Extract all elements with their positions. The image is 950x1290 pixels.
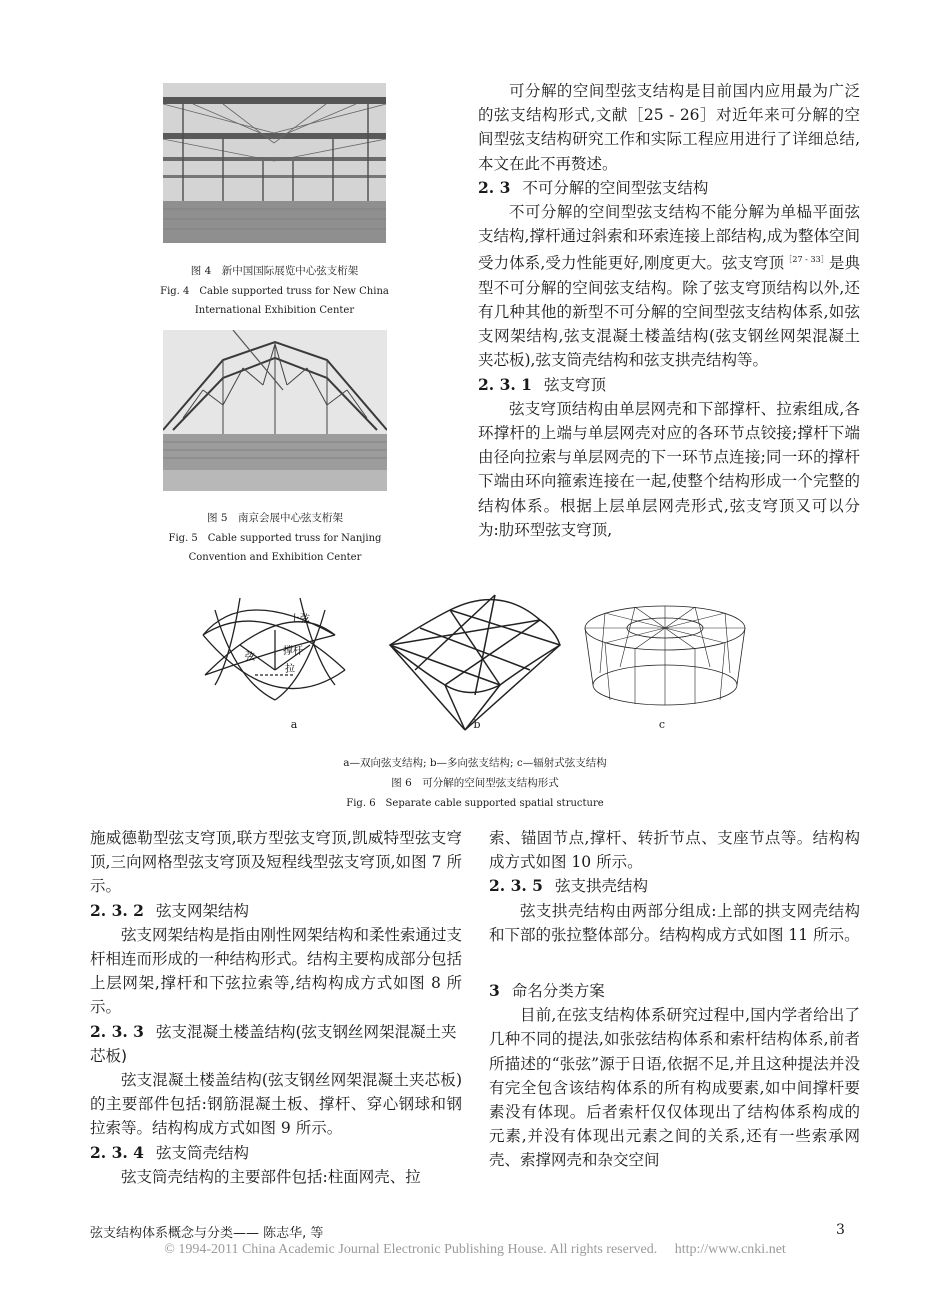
section-number: 2. 3. 3 [90,1021,144,1041]
section-title: 命名分类方案 [511,982,605,1001]
paragraph: 施威德勒型弦支穹顶,联方型弦支穹顶,凯威特型弦支穹顶,三向网格型弦支穹顶及短程线型弦支穹顶,如图 7 所示。 [90,829,462,896]
section-number: 2. 3 [478,177,511,197]
section-heading-2-3-2 [90,899,462,923]
paragraph: 弦支网架结构是指由刚性网架结构和柔性索通过支杆相连而形成的一种结构形式。结构主要构成部分包括上层网架,撑杆和下弦拉索等,结构构成方式如图 8 所示。 [90,925,463,1017]
fig6a-label-string: 弦 [245,652,255,663]
paragraph: 索、锚固节点,撑杆、转折节点、支座节点等。结构构成方式如图 10 所示。 [489,829,860,872]
fig6-legend: a—双向弦支结构; b—多向弦支结构; c—辐射式弦支结构 [343,757,607,769]
fig6-label-c: c [658,718,666,731]
fig6c-radial-sketch [585,606,745,705]
section-title: 弦支拱壳结构 [554,877,648,896]
section-number: 2. 3. 5 [489,876,543,896]
section-number: 2. 3. 2 [90,900,144,920]
fig6a-label-strut: 撑杆 [283,646,303,657]
fig6-caption-cn: 图 6 可分解的空间型弦支结构形式 [391,777,559,789]
section-title: 弦支网架结构 [155,901,249,920]
text-run: 是典型不可分解的空间弦支结构。除了弦支穹顶结构以外,还有几种其他的新型不可分解的空间型弦支结构体系,如弦支网架结构,弦支混凝土楼盖结构(弦支钢丝网架混凝土夹芯板),弦支筒壳结构和弦支拱壳结构等。 [478,254,860,370]
section-heading-2-3-3 [90,1020,462,1068]
fig4-caption-en-1: Fig. 4 Cable supported truss for New China [160,286,389,297]
section-heading-2-3-5 [489,874,860,898]
fig6a-label-upper-chord: 上弦 [290,614,310,625]
fig4-truss-drawing [163,83,386,243]
section-heading-3 [489,979,860,1003]
paragraph: 弦支穹顶结构由单层网壳和下部撑杆、拉索组成,各环撑杆的上端与单层网壳对应的各环节点铰接;撑杆下端由径向拉索与单层网壳的下一环节点连接;同一环的撑杆下端由环向箍索连接在一起,使整个结构形成一个完整的结构体系。根据上层单层网壳形式,弦支穹顶又可以分为:肋环型弦支穹顶, [478,399,860,539]
section-title: 弦支混凝土楼盖结构(弦支钢丝网架混凝土夹芯板) [90,1022,457,1065]
paragraph: 弦支筒壳结构的主要部件包括:柱面网壳、拉 [121,1167,421,1186]
fig6b-multi-way-sketch [390,595,560,730]
page-number: 3 [836,1222,845,1238]
section-heading-2-3 [478,176,860,200]
fig4-caption-en-2: International Exhibition Center [194,305,355,316]
left-column-bottom [90,826,462,1189]
fig5-caption-en-2: Convention and Exhibition Center [188,552,362,563]
fig6-caption-en: Fig. 6 Separate cable supported spatial structure [346,798,604,809]
paragraph: 目前,在弦支结构体系研究过程中,国内学者给出了几种不同的提法,如张弦结构体系和索杆结构体系,前者所描述的“张弦”源于日语,依据不足,并且这种提法并没有完全包含该结构体系的所有构成要素,如中间撑杆要素没有体现。后者索杆仅仅体现出了结构体系构成的元素,并没有体现出元素之间的关系,还有一些索承网壳、索撑网壳和杂交空间 [489,1006,860,1170]
fig5-photo [163,330,387,491]
fig5-truss-drawing [163,330,387,491]
right-column-bottom [489,826,860,1173]
paragraph [478,200,860,373]
section-title: 弦支筒壳结构 [155,1143,249,1162]
paragraph: 可分解的空间型弦支结构是目前国内应用最为广泛的弦支结构形式,文献［25 - 26］对近年来可分解的空间型弦支结构研究工作和实际工程应用进行了详细总结,本文在此不再赘述。 [478,82,860,173]
fig6a-two-way-sketch [203,598,345,700]
fig6a-label-tie: 拉 [285,664,295,675]
fig6-label-a: a [290,718,298,731]
section-title: 弦支穹顶 [543,375,606,394]
section-spacer [489,947,860,979]
fig6-label-b: b [473,718,481,731]
paragraph: 弦支拱壳结构由两部分组成:上部的拱支网壳结构和下部的张拉整体部分。结构构成方式如图 11 所示。 [489,901,860,944]
right-column-top [478,79,860,542]
section-number: 3 [489,981,500,1001]
section-number: 2. 3. 1 [478,374,532,394]
copyright-watermark: © 1994-2011 China Academic Journal Electronic Publishing House. All rights reserved. http://www.cnki.net [164,1242,786,1257]
section-number: 2. 3. 4 [90,1142,144,1162]
fig4-caption-cn: 图 4 新中国国际展览中心弦支桁架 [190,265,359,277]
section-heading-2-3-1 [478,373,860,397]
citation-ref: ［27 - 33］ [784,255,829,265]
running-title: 弦支结构体系概念与分类—— 陈志华, 等 [90,1226,324,1241]
section-title: 不可分解的空间型弦支结构 [522,178,709,197]
fig5-caption-en-1: Fig. 5 Cable supported truss for Nanjing [168,533,382,544]
text-run: 不可分解的空间型弦支结构不能分解为单榀平面弦支结构,撑杆通过斜索和环索连接上部结构,成为整体空间受力体系,受力性能更好,刚度更大。弦支穹顶 [478,203,860,273]
fig5-caption-cn: 图 5 南京会展中心弦支桁架 [206,512,344,524]
paragraph: 弦支混凝土楼盖结构(弦支钢丝网架混凝土夹芯板)的主要部件包括:钢筋混凝土板、撑杆、穿心钢球和钢拉索等。结构构成方式如图 9 所示。 [90,1071,462,1138]
section-heading-2-3-4 [90,1141,462,1165]
fig4-photo [163,83,386,243]
